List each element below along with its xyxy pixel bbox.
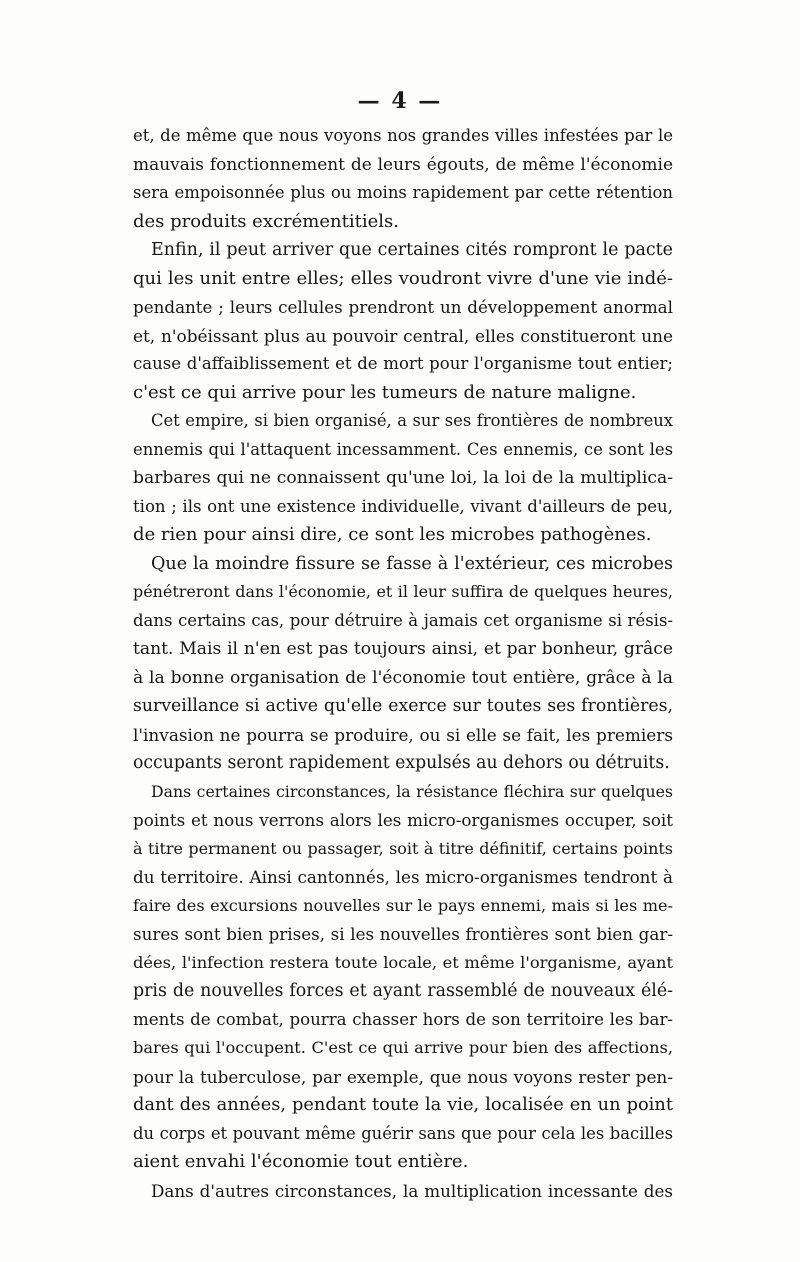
text-line: pendante ; leurs cellules prendront un développement anormal — [133, 297, 673, 317]
text-line: des produits excrémentitiels. — [133, 210, 399, 232]
text-line: tion ; ils ont une existence individuelle, vivant d'ailleurs de peu, — [133, 496, 673, 516]
text-line: du corps et pouvant même guérir sans que pour cela les bacilles — [133, 1123, 673, 1143]
text-line: dans certains cas, pour détruire à jamais cet organisme si résis- — [133, 610, 673, 630]
text-line: Cet empire, si bien organisé, a sur ses frontières de nombreux — [151, 411, 673, 430]
text-line: points et nous verrons alors les micro-organismes occuper, soit — [133, 810, 673, 830]
text-line: du territoire. Ainsi cantonnés, les micro-organismes tendront à — [133, 867, 673, 887]
text-line: mauvais fonctionnement de leurs égouts, de même l'économie — [133, 154, 673, 175]
text-line: Enfin, il peut arriver que certaines cités rompront le pacte — [151, 240, 673, 260]
text-line: Que la moindre fissure se fasse à l'extérieur, ces microbes — [151, 553, 673, 574]
text-line: bares qui l'occupent. C'est ce qui arrive pour bien des affections, — [133, 1038, 673, 1057]
text-line: de rien pour ainsi dire, ce sont les microbes pathogènes. — [133, 524, 652, 545]
text-line: ments de combat, pourra chasser hors de son territoire les bar- — [133, 1009, 673, 1029]
text-line: Dans certaines circonstances, la résistance fléchira sur quelques — [151, 781, 673, 801]
text-line: à titre permanent ou passager, soit à titre définitif, certains points — [133, 838, 673, 858]
text-line: cause d'affaiblissement et de mort pour l'organisme tout entier; — [133, 354, 673, 373]
text-line: sures sont bien prises, si les nouvelles frontières sont bien gar- — [133, 924, 673, 944]
text-line: pénétreront dans l'économie, et il leur suffira de quelques heures, — [133, 582, 673, 601]
text-line: et, n'obéissant plus au pouvoir central, elles constitueront une — [133, 325, 673, 346]
body-text — [133, 122, 673, 1205]
text-line: tant. Mais il n'en est pas toujours ainsi, et par bonheur, grâce — [133, 639, 673, 659]
text-line: faire des excursions nouvelles sur le pays ennemi, mais si les me- — [133, 895, 673, 915]
text-line: et, de même que nous voyons nos grandes villes infestées par le — [133, 126, 673, 145]
text-line: qui les unit entre elles; elles voudront vivre d'une vie indé- — [133, 267, 673, 289]
text-line: dées, l'infection restera toute locale, et même l'organisme, ayant — [133, 952, 673, 972]
text-line: ennemis qui l'attaquent incessamment. Ces ennemis, ce sont les — [133, 439, 673, 459]
text-line: pour la tuberculose, par exemple, que nous voyons rester pen- — [133, 1066, 673, 1087]
text-line: pris de nouvelles forces et ayant rassemblé de nouveaux élé- — [133, 981, 673, 1001]
text-line: à la bonne organisation de l'économie tout entière, grâce à la — [133, 667, 673, 688]
text-line: Dans d'autres circonstances, la multiplication incessante des — [151, 1180, 673, 1201]
text-line: barbares qui ne connaissent qu'une loi, la loi de la multiplica- — [133, 468, 673, 488]
text-line: dant des années, pendant toute la vie, localisée en un point — [133, 1094, 673, 1115]
text-line: occupants seront rapidement expulsés au dehors ou détruits. — [133, 753, 670, 773]
text-line: aient envahi l'économie tout entière. — [133, 1151, 469, 1172]
text-line: sera empoisonnée plus ou moins rapidement par cette rétention — [133, 183, 673, 202]
page-number: — 4 — — [357, 88, 443, 114]
text-line: l'invasion ne pourra se produire, ou si elle se fait, les premiers — [133, 724, 673, 745]
text-line: c'est ce qui arrive pour les tumeurs de nature maligne. — [133, 381, 637, 403]
text-line: surveillance si active qu'elle exerce sur toutes ses frontières, — [133, 696, 673, 716]
